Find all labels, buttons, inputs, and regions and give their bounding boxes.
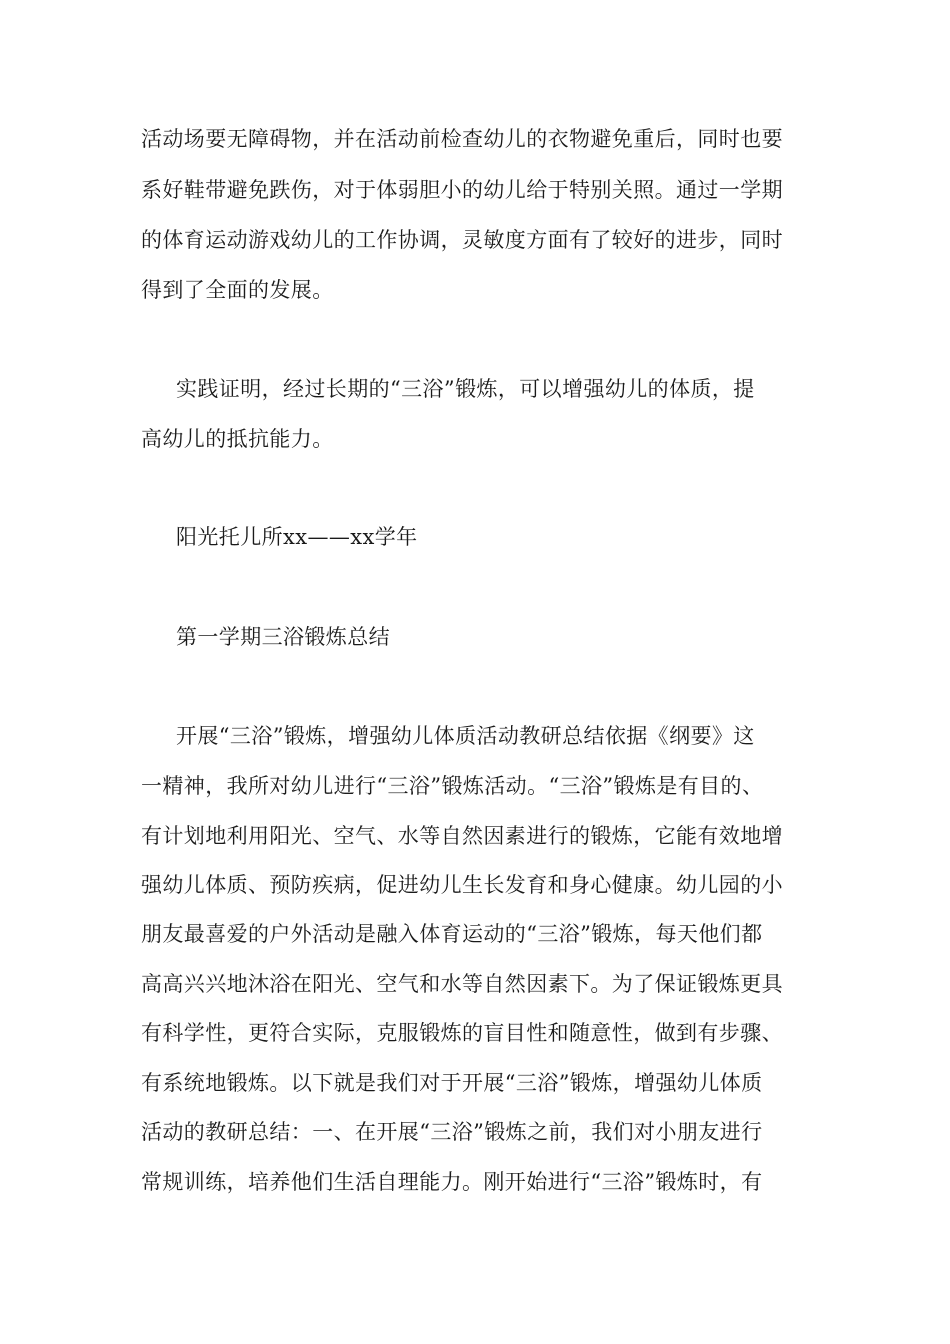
- paragraph-line: 系好鞋带避免跌伤，对于体弱胆小的幼儿给于特别关照。通过一学期: [141, 178, 783, 202]
- paragraph-line: 开展“三浴”锻炼，增强幼儿体质活动教研总结依据《纲要》这: [176, 724, 755, 748]
- paragraph-line: 高高兴兴地沐浴在阳光、空气和水等自然因素下。为了保证锻炼更具: [141, 972, 783, 996]
- paragraph-line: 强幼儿体质、预防疾病，促进幼儿生长发育和身心健康。幼儿园的小: [141, 873, 783, 897]
- paragraph-line: 活动的教研总结：一、在开展“三浴”锻炼之前，我们对小朋友进行: [141, 1120, 763, 1144]
- document-heading-school: 阳光托儿所xx——xx学年: [176, 525, 418, 549]
- paragraph-line: 的体育运动游戏幼儿的工作协调，灵敏度方面有了较好的进步，同时: [141, 228, 783, 252]
- paragraph-line: 常规训练，培养他们生活自理能力。刚开始进行“三浴”锻炼时，有: [141, 1170, 763, 1194]
- paragraph-line: 得到了全面的发展。: [141, 278, 334, 302]
- paragraph-line: 一精神，我所对幼儿进行“三浴”锻炼活动。“三浴”锻炼是有目的、: [141, 774, 764, 798]
- paragraph-line: 实践证明，经过长期的“三浴”锻炼，可以增强幼儿的体质，提: [176, 377, 755, 401]
- paragraph-line: 有计划地利用阳光、空气、水等自然因素进行的锻炼，它能有效地增: [141, 824, 783, 848]
- paragraph-line: 活动场要无障碍物，并在活动前检查幼儿的衣物避免重后，同时也要: [141, 127, 783, 151]
- document-heading-title: 第一学期三浴锻炼总结: [176, 625, 390, 649]
- paragraph-line: 有科学性，更符合实际，克服锻炼的盲目性和随意性，做到有步骤、: [141, 1021, 783, 1045]
- paragraph-line: 有系统地锻炼。以下就是我们对于开展“三浴”锻炼，增强幼儿体质: [141, 1071, 763, 1095]
- paragraph-line: 朋友最喜爱的户外活动是融入体育运动的“三浴”锻炼，每天他们都: [141, 922, 763, 946]
- paragraph-line: 高幼儿的抵抗能力。: [141, 427, 334, 451]
